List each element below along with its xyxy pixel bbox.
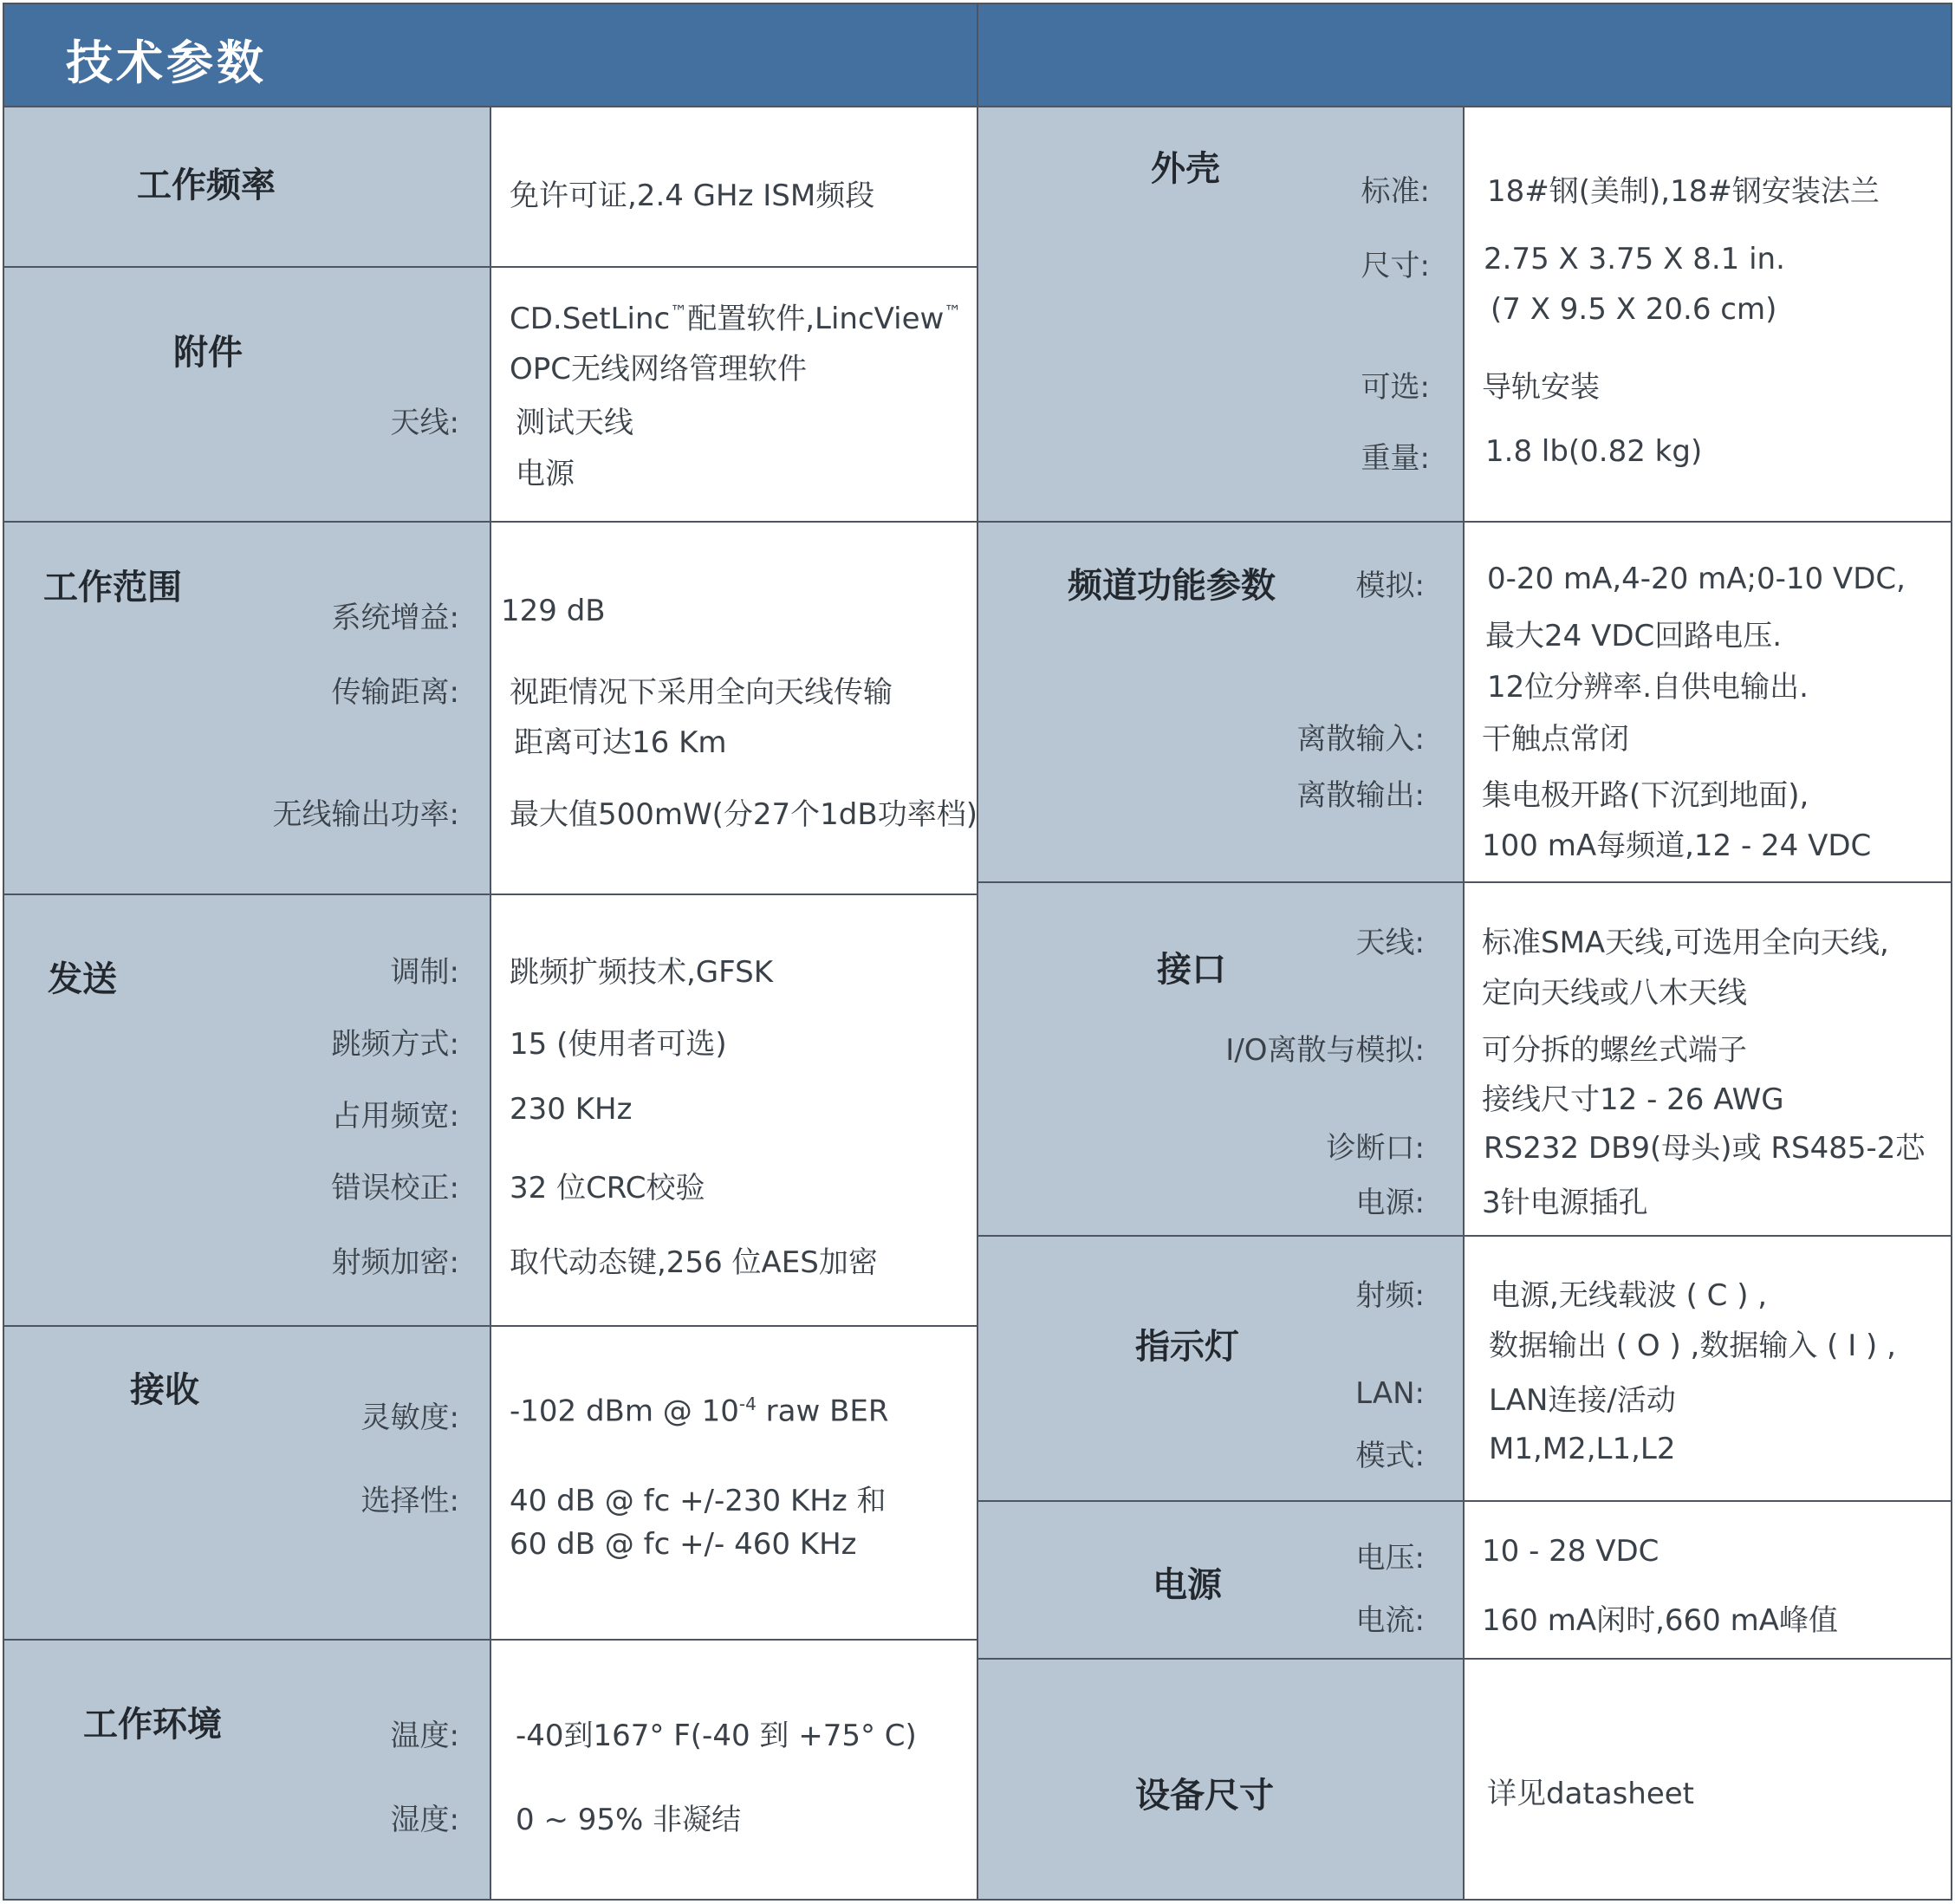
environment-temperature-label: 温度: xyxy=(390,1719,459,1753)
channel-discrete-output-line2: 100 mA每频道,12 - 24 VDC xyxy=(1482,829,1872,863)
interface-diagnostic-label: 诊断口: xyxy=(1326,1131,1425,1166)
accessories-power-value: 电源 xyxy=(516,457,575,491)
page-title: 技术参数 xyxy=(66,36,267,90)
dimensions-value: 详见datasheet xyxy=(1487,1777,1695,1811)
left-column-divider xyxy=(490,107,491,1900)
range-distance-label: 传输距离: xyxy=(331,675,459,710)
outer-border-right xyxy=(1951,3,1952,1901)
accessories-software-line2: OPC无线网络管理软件 xyxy=(510,352,808,387)
receive-selectivity-line2: 60 dB @ fc +/- 460 KHz xyxy=(510,1527,857,1562)
channel-analog-line3: 12位分辨率.自供电输出. xyxy=(1487,670,1809,705)
left-row-divider xyxy=(3,894,978,895)
interface-antenna-label: 天线: xyxy=(1355,926,1425,960)
housing-size-label: 尺寸: xyxy=(1361,249,1430,283)
transmit-hopping-value: 15 (使用者可选) xyxy=(510,1027,727,1062)
receive-selectivity-label: 选择性: xyxy=(360,1484,459,1518)
left-row-divider xyxy=(3,1325,978,1327)
left-label-column xyxy=(3,107,490,1900)
indicators-lan-value: LAN连接/活动 xyxy=(1489,1383,1676,1418)
section-title-power: 电源 xyxy=(1153,1565,1222,1605)
transmit-ecc-value: 32 位CRC校验 xyxy=(510,1171,705,1205)
section-title-accessories: 附件 xyxy=(173,333,243,373)
range-power-value: 最大值500mW(分27个1dB功率档) xyxy=(510,797,978,832)
transmit-bandwidth-value: 230 KHz xyxy=(510,1092,633,1127)
power-voltage-label: 电压: xyxy=(1355,1541,1425,1576)
channel-discrete-output-label: 离散输出: xyxy=(1296,778,1425,813)
interface-io-line2: 接线尺寸12 - 26 AWG xyxy=(1482,1082,1784,1117)
left-row-divider xyxy=(3,1639,978,1641)
section-title-receive: 接收 xyxy=(130,1370,199,1410)
transmit-encryption-label: 射频加密: xyxy=(331,1245,459,1280)
right-row-divider xyxy=(978,1500,1952,1502)
left-row-divider xyxy=(3,521,978,523)
channel-discrete-input-value: 干触点常闭 xyxy=(1482,722,1629,757)
accessories-software-line: CD.SetLinc™配置软件,LincView™ xyxy=(510,301,962,336)
power-current-label: 电流: xyxy=(1355,1603,1425,1638)
indicators-rf-line2: 数据输出 ( O ) ,数据输入 ( I ) , xyxy=(1489,1329,1896,1363)
transmit-ecc-label: 错误校正: xyxy=(331,1171,459,1205)
receive-selectivity-line1: 40 dB @ fc +/-230 KHz 和 xyxy=(510,1484,887,1518)
section-title-range: 工作范围 xyxy=(43,568,182,608)
range-gain-value: 129 dB xyxy=(501,594,606,628)
power-voltage-value: 10 - 28 VDC xyxy=(1482,1534,1659,1569)
housing-weight-label: 重量: xyxy=(1361,441,1430,476)
receive-sensitivity-label: 灵敏度: xyxy=(360,1400,459,1435)
housing-optional-label: 可选: xyxy=(1361,370,1430,405)
section-title-transmit: 发送 xyxy=(48,959,117,999)
indicators-rf-line1: 电源,无线载波 ( C ) , xyxy=(1491,1278,1768,1313)
right-row-divider xyxy=(978,1658,1952,1660)
range-power-label: 无线输出功率: xyxy=(272,797,459,832)
outer-border-left xyxy=(3,3,4,1901)
transmit-bandwidth-label: 占用频宽: xyxy=(331,1099,459,1134)
environment-temperature-value: -40到167° F(-40 到 +75° C) xyxy=(516,1719,917,1753)
accessories-antenna-label: 天线: xyxy=(390,406,459,440)
center-divider xyxy=(977,3,978,1901)
interface-power-value: 3针电源插孔 xyxy=(1482,1186,1648,1220)
indicators-rf-label: 射频: xyxy=(1355,1278,1425,1313)
section-title-channel: 频道功能参数 xyxy=(1068,566,1276,606)
section-title-interface: 接口 xyxy=(1157,950,1226,990)
housing-size-line2: (7 X 9.5 X 20.6 cm) xyxy=(1491,292,1777,327)
interface-io-label: I/O离散与模拟: xyxy=(1225,1033,1425,1068)
housing-weight-value: 1.8 lb(0.82 kg) xyxy=(1485,434,1703,469)
interface-antenna-line2: 定向天线或八木天线 xyxy=(1482,976,1747,1010)
right-row-divider xyxy=(978,521,1952,523)
channel-analog-label: 模拟: xyxy=(1355,569,1425,603)
right-row-divider xyxy=(978,1235,1952,1237)
channel-analog-line1: 0-20 mA,4-20 mA;0-10 VDC, xyxy=(1487,562,1906,596)
housing-standard-label: 标准: xyxy=(1361,174,1430,209)
environment-humidity-label: 湿度: xyxy=(390,1803,459,1837)
section-title-dimensions: 设备尺寸 xyxy=(1135,1776,1274,1816)
interface-diagnostic-value: RS232 DB9(母头)或 RS485-2芯 xyxy=(1484,1131,1926,1166)
right-row-divider xyxy=(978,881,1952,883)
range-gain-label: 系统增益: xyxy=(331,601,459,635)
range-distance-line1: 视距情况下采用全向天线传输 xyxy=(510,675,893,710)
housing-optional-value: 导轨安装 xyxy=(1482,370,1600,405)
indicators-lan-label: LAN: xyxy=(1355,1376,1425,1411)
right-column-divider xyxy=(1463,107,1465,1900)
section-title-housing: 外壳 xyxy=(1151,149,1220,189)
section-title-environment: 工作环境 xyxy=(83,1705,222,1745)
interface-io-line1: 可分拆的螺丝式端子 xyxy=(1482,1033,1747,1068)
channel-discrete-output-line1: 集电极开路(下沉到地面), xyxy=(1482,778,1809,813)
channel-analog-line2: 最大24 VDC回路电压. xyxy=(1485,619,1783,653)
transmit-modulation-value: 跳频扩频技术,GFSK xyxy=(510,955,773,990)
channel-discrete-input-label: 离散输入: xyxy=(1296,722,1425,757)
section-title-indicators: 指示灯 xyxy=(1135,1327,1239,1367)
environment-humidity-value: 0 ~ 95% 非凝结 xyxy=(516,1803,742,1837)
interface-antenna-line1: 标准SMA天线,可选用全向天线, xyxy=(1482,926,1889,960)
housing-standard-value: 18#钢(美制),18#钢安装法兰 xyxy=(1487,174,1880,209)
interface-power-label: 电源: xyxy=(1355,1186,1425,1220)
transmit-modulation-label: 调制: xyxy=(390,955,459,990)
indicators-mode-label: 模式: xyxy=(1355,1439,1425,1473)
transmit-encryption-value: 取代动态键,256 位AES加密 xyxy=(510,1245,878,1280)
receive-sensitivity-value: -102 dBm @ $10^{-4}$ raw BER xyxy=(510,1394,889,1429)
power-current-value: 160 mA闲时,660 mA峰值 xyxy=(1482,1603,1838,1638)
left-row-divider xyxy=(3,266,978,268)
accessories-antenna-value: 测试天线 xyxy=(516,406,633,440)
indicators-mode-value: M1,M2,L1,L2 xyxy=(1489,1432,1676,1466)
section-title-frequency: 工作频率 xyxy=(137,166,276,205)
range-distance-line2: 距离可达16 Km xyxy=(514,725,727,760)
transmit-hopping-label: 跳频方式: xyxy=(331,1027,459,1062)
housing-size-line1: 2.75 X 3.75 X 8.1 in. xyxy=(1484,242,1785,276)
frequency-value: 免许可证,2.4 GHz ISM频段 xyxy=(510,179,875,213)
